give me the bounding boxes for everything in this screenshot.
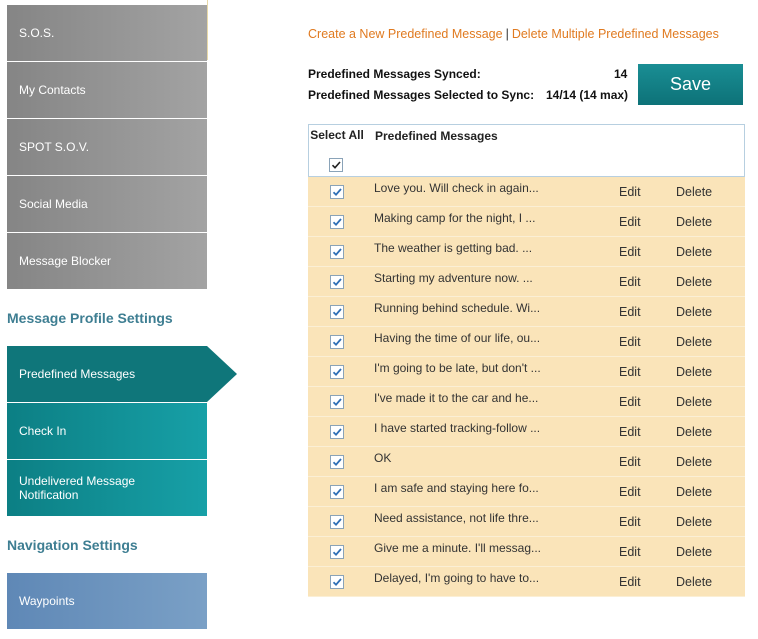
table-row bbox=[308, 327, 745, 357]
table-row bbox=[308, 507, 745, 537]
row-checkbox[interactable] bbox=[330, 245, 344, 259]
edit-button[interactable]: Edit bbox=[619, 275, 641, 289]
delete-button[interactable]: Delete bbox=[676, 215, 713, 229]
edit-button[interactable]: Edit bbox=[619, 365, 641, 379]
table-row bbox=[308, 387, 745, 417]
check-icon bbox=[330, 159, 342, 171]
row-checkbox[interactable] bbox=[330, 515, 344, 529]
row-checkbox[interactable] bbox=[330, 275, 344, 289]
delete-button[interactable]: Delete bbox=[676, 545, 713, 559]
delete-button[interactable]: Delete bbox=[676, 305, 713, 319]
column-header-messages: Predefined Messages bbox=[375, 129, 498, 143]
edit-button[interactable]: Edit bbox=[619, 215, 641, 229]
table-row bbox=[308, 537, 745, 567]
message-text: OK bbox=[374, 451, 392, 465]
table-body bbox=[308, 177, 745, 597]
selected-value: 14/14 (14 max) bbox=[546, 88, 629, 102]
table-row bbox=[308, 297, 745, 327]
sidebar-item-check-in[interactable] bbox=[7, 403, 207, 459]
sidebar-item-label: S.O.S. bbox=[19, 26, 55, 40]
edit-button[interactable]: Edit bbox=[619, 575, 641, 589]
table-row bbox=[308, 417, 745, 447]
check-icon bbox=[331, 576, 343, 588]
delete-button[interactable]: Delete bbox=[676, 245, 713, 259]
table-row bbox=[308, 477, 745, 507]
link-separator: | bbox=[505, 27, 509, 41]
delete-button[interactable]: Delete bbox=[676, 455, 713, 469]
message-text: Need assistance, not life thre... bbox=[374, 511, 539, 525]
select-all-label: Select All bbox=[310, 128, 364, 142]
sidebar-item-label: Waypoints bbox=[19, 594, 75, 608]
check-icon bbox=[331, 456, 343, 468]
edit-button[interactable]: Edit bbox=[619, 455, 641, 469]
sidebar-item-label: Predefined Messages bbox=[19, 367, 136, 381]
table-row bbox=[308, 357, 745, 387]
check-icon bbox=[331, 366, 343, 378]
message-text: Having the time of our life, ou... bbox=[374, 331, 541, 345]
delete-multiple-link[interactable]: Delete Multiple Predefined Messages bbox=[511, 27, 719, 41]
row-checkbox[interactable] bbox=[330, 425, 344, 439]
edit-button[interactable]: Edit bbox=[619, 335, 641, 349]
active-indicator-arrow bbox=[207, 346, 237, 402]
message-text: Give me a minute. I'll messag... bbox=[374, 541, 542, 555]
row-checkbox[interactable] bbox=[330, 335, 344, 349]
check-icon bbox=[331, 186, 343, 198]
create-message-link[interactable]: Create a New Predefined Message bbox=[308, 27, 503, 41]
row-checkbox[interactable] bbox=[330, 185, 344, 199]
row-checkbox[interactable] bbox=[330, 395, 344, 409]
delete-button[interactable]: Delete bbox=[676, 365, 713, 379]
divider bbox=[207, 0, 208, 60]
edit-button[interactable]: Edit bbox=[619, 185, 641, 199]
delete-button[interactable]: Delete bbox=[676, 485, 713, 499]
row-checkbox[interactable] bbox=[330, 365, 344, 379]
sidebar bbox=[0, 0, 210, 639]
message-text: Running behind schedule. Wi... bbox=[374, 301, 541, 315]
check-icon bbox=[331, 246, 343, 258]
edit-button[interactable]: Edit bbox=[619, 545, 641, 559]
sidebar-item-predefined-messages[interactable] bbox=[7, 346, 207, 402]
message-text: Delayed, I'm going to have to... bbox=[374, 571, 540, 585]
sidebar-item-spot-sov[interactable] bbox=[7, 119, 207, 175]
message-text: I have started tracking-follow ... bbox=[374, 421, 541, 435]
delete-button[interactable]: Delete bbox=[676, 515, 713, 529]
sidebar-item-waypoints[interactable] bbox=[7, 573, 207, 629]
row-checkbox[interactable] bbox=[330, 545, 344, 559]
sidebar-item-label: SPOT S.O.V. bbox=[19, 140, 90, 154]
sidebar-item-label: Undelivered Message Notification bbox=[19, 474, 136, 502]
check-icon bbox=[331, 396, 343, 408]
check-icon bbox=[331, 276, 343, 288]
edit-button[interactable]: Edit bbox=[619, 425, 641, 439]
table-header bbox=[308, 124, 745, 177]
table-row bbox=[308, 237, 745, 267]
row-checkbox[interactable] bbox=[330, 485, 344, 499]
edit-button[interactable]: Edit bbox=[619, 485, 641, 499]
message-text: I've made it to the car and he... bbox=[374, 391, 539, 405]
delete-button[interactable]: Delete bbox=[676, 425, 713, 439]
delete-button[interactable]: Delete bbox=[676, 185, 713, 199]
table-row bbox=[308, 567, 745, 597]
messages-table bbox=[308, 124, 745, 597]
action-links bbox=[308, 27, 719, 41]
table-row bbox=[308, 177, 745, 207]
check-icon bbox=[331, 306, 343, 318]
message-text: I am safe and staying here fo... bbox=[374, 481, 539, 495]
delete-button[interactable]: Delete bbox=[676, 395, 713, 409]
delete-button[interactable]: Delete bbox=[676, 575, 713, 589]
check-icon bbox=[331, 546, 343, 558]
synced-label: Predefined Messages Synced: bbox=[308, 67, 481, 81]
delete-button[interactable]: Delete bbox=[676, 335, 713, 349]
sidebar-item-undelivered-notification[interactable] bbox=[7, 460, 207, 516]
row-checkbox[interactable] bbox=[330, 575, 344, 589]
sidebar-item-label: Social Media bbox=[19, 197, 88, 211]
table-row bbox=[308, 207, 745, 237]
message-text: Love you. Will check in again... bbox=[374, 181, 539, 195]
section-heading-navigation: Navigation Settings bbox=[7, 537, 138, 553]
check-icon bbox=[331, 216, 343, 228]
check-icon bbox=[331, 336, 343, 348]
selected-label: Predefined Messages Selected to Sync: bbox=[308, 88, 535, 102]
delete-button[interactable]: Delete bbox=[676, 275, 713, 289]
table-row bbox=[308, 447, 745, 477]
sidebar-item-label: My Contacts bbox=[19, 83, 86, 97]
message-text: I'm going to be late, but don't ... bbox=[374, 361, 541, 375]
sidebar-item-label: Message Blocker bbox=[19, 254, 112, 268]
row-checkbox[interactable] bbox=[330, 455, 344, 469]
sidebar-item-label: Check In bbox=[19, 424, 67, 438]
check-icon bbox=[331, 516, 343, 528]
synced-value: 14 bbox=[614, 67, 628, 81]
sidebar-item-message-blocker[interactable] bbox=[7, 233, 207, 289]
edit-button[interactable]: Edit bbox=[619, 305, 641, 319]
check-icon bbox=[331, 426, 343, 438]
sidebar-item-social-media[interactable] bbox=[7, 176, 207, 232]
row-checkbox[interactable] bbox=[330, 215, 344, 229]
table-row bbox=[308, 267, 745, 297]
edit-button[interactable]: Edit bbox=[619, 515, 641, 529]
section-heading-message-profile: Message Profile Settings bbox=[7, 310, 173, 326]
message-text: Making camp for the night, I ... bbox=[374, 211, 536, 225]
message-text: Starting my adventure now. ... bbox=[374, 271, 533, 285]
check-icon bbox=[331, 486, 343, 498]
row-checkbox[interactable] bbox=[330, 305, 344, 319]
select-all-checkbox[interactable] bbox=[329, 158, 343, 172]
save-button[interactable]: Save bbox=[638, 64, 743, 105]
message-text: The weather is getting bad. ... bbox=[374, 241, 533, 255]
edit-button[interactable]: Edit bbox=[619, 245, 641, 259]
sidebar-item-my-contacts[interactable] bbox=[7, 62, 207, 118]
edit-button[interactable]: Edit bbox=[619, 395, 641, 409]
sidebar-item-sos[interactable] bbox=[7, 5, 207, 61]
